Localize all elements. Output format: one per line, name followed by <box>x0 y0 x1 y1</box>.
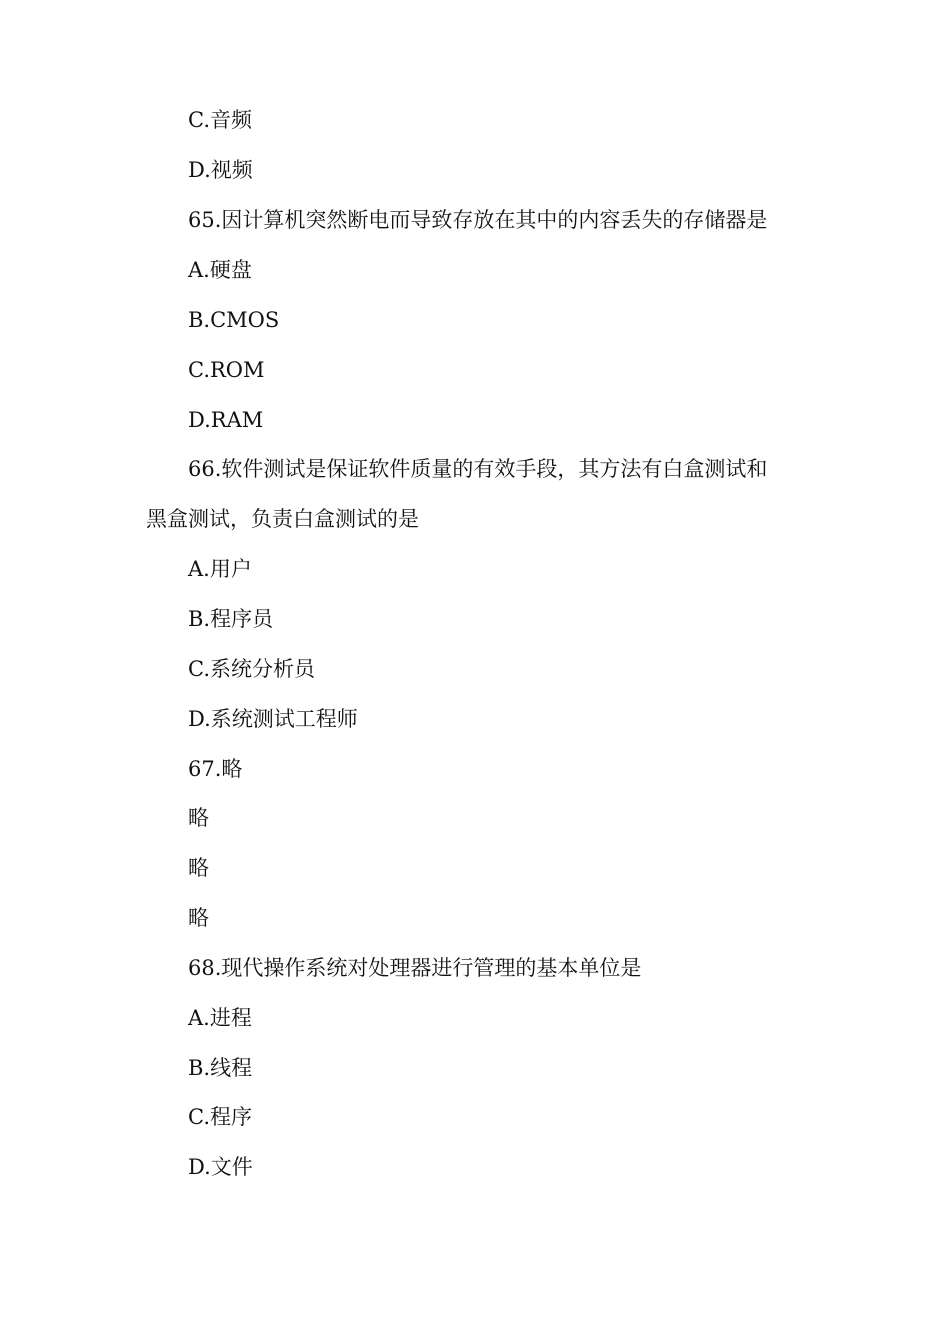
question-66: 66.软件测试是保证软件质量的有效手段，其方法有白盒测试和 <box>188 457 768 481</box>
option-c-q64: C.音频 <box>188 108 252 132</box>
option-c-q66: C.系统分析员 <box>188 657 315 681</box>
option-b-q68: B.线程 <box>188 1056 253 1080</box>
question-65: 65.因计算机突然断电而导致存放在其中的内容丢失的存储器是 <box>188 208 768 232</box>
option-a-q65: A.硬盘 <box>188 258 252 282</box>
option-q67-2: 略 <box>188 856 209 880</box>
question-68: 68.现代操作系统对处理器进行管理的基本单位是 <box>188 956 642 980</box>
question-66-continued: 黑盒测试，负责白盒测试的是 <box>146 507 419 531</box>
option-q67-1: 略 <box>188 806 209 830</box>
option-q67-3: 略 <box>188 906 209 930</box>
option-d-q64: D.视频 <box>188 158 253 182</box>
option-c-q68: C.程序 <box>188 1105 252 1129</box>
option-d-q68: D.文件 <box>188 1155 253 1179</box>
option-c-q65: C.ROM <box>188 358 265 382</box>
question-67: 67.略 <box>188 757 243 781</box>
option-a-q66: A.用户 <box>188 557 252 581</box>
option-a-q68: A.进程 <box>188 1006 252 1030</box>
option-d-q65: D.RAM <box>188 408 264 432</box>
option-d-q66: D.系统测试工程师 <box>188 707 358 731</box>
option-b-q66: B.程序员 <box>188 607 274 631</box>
option-b-q65: B.CMOS <box>188 308 280 332</box>
